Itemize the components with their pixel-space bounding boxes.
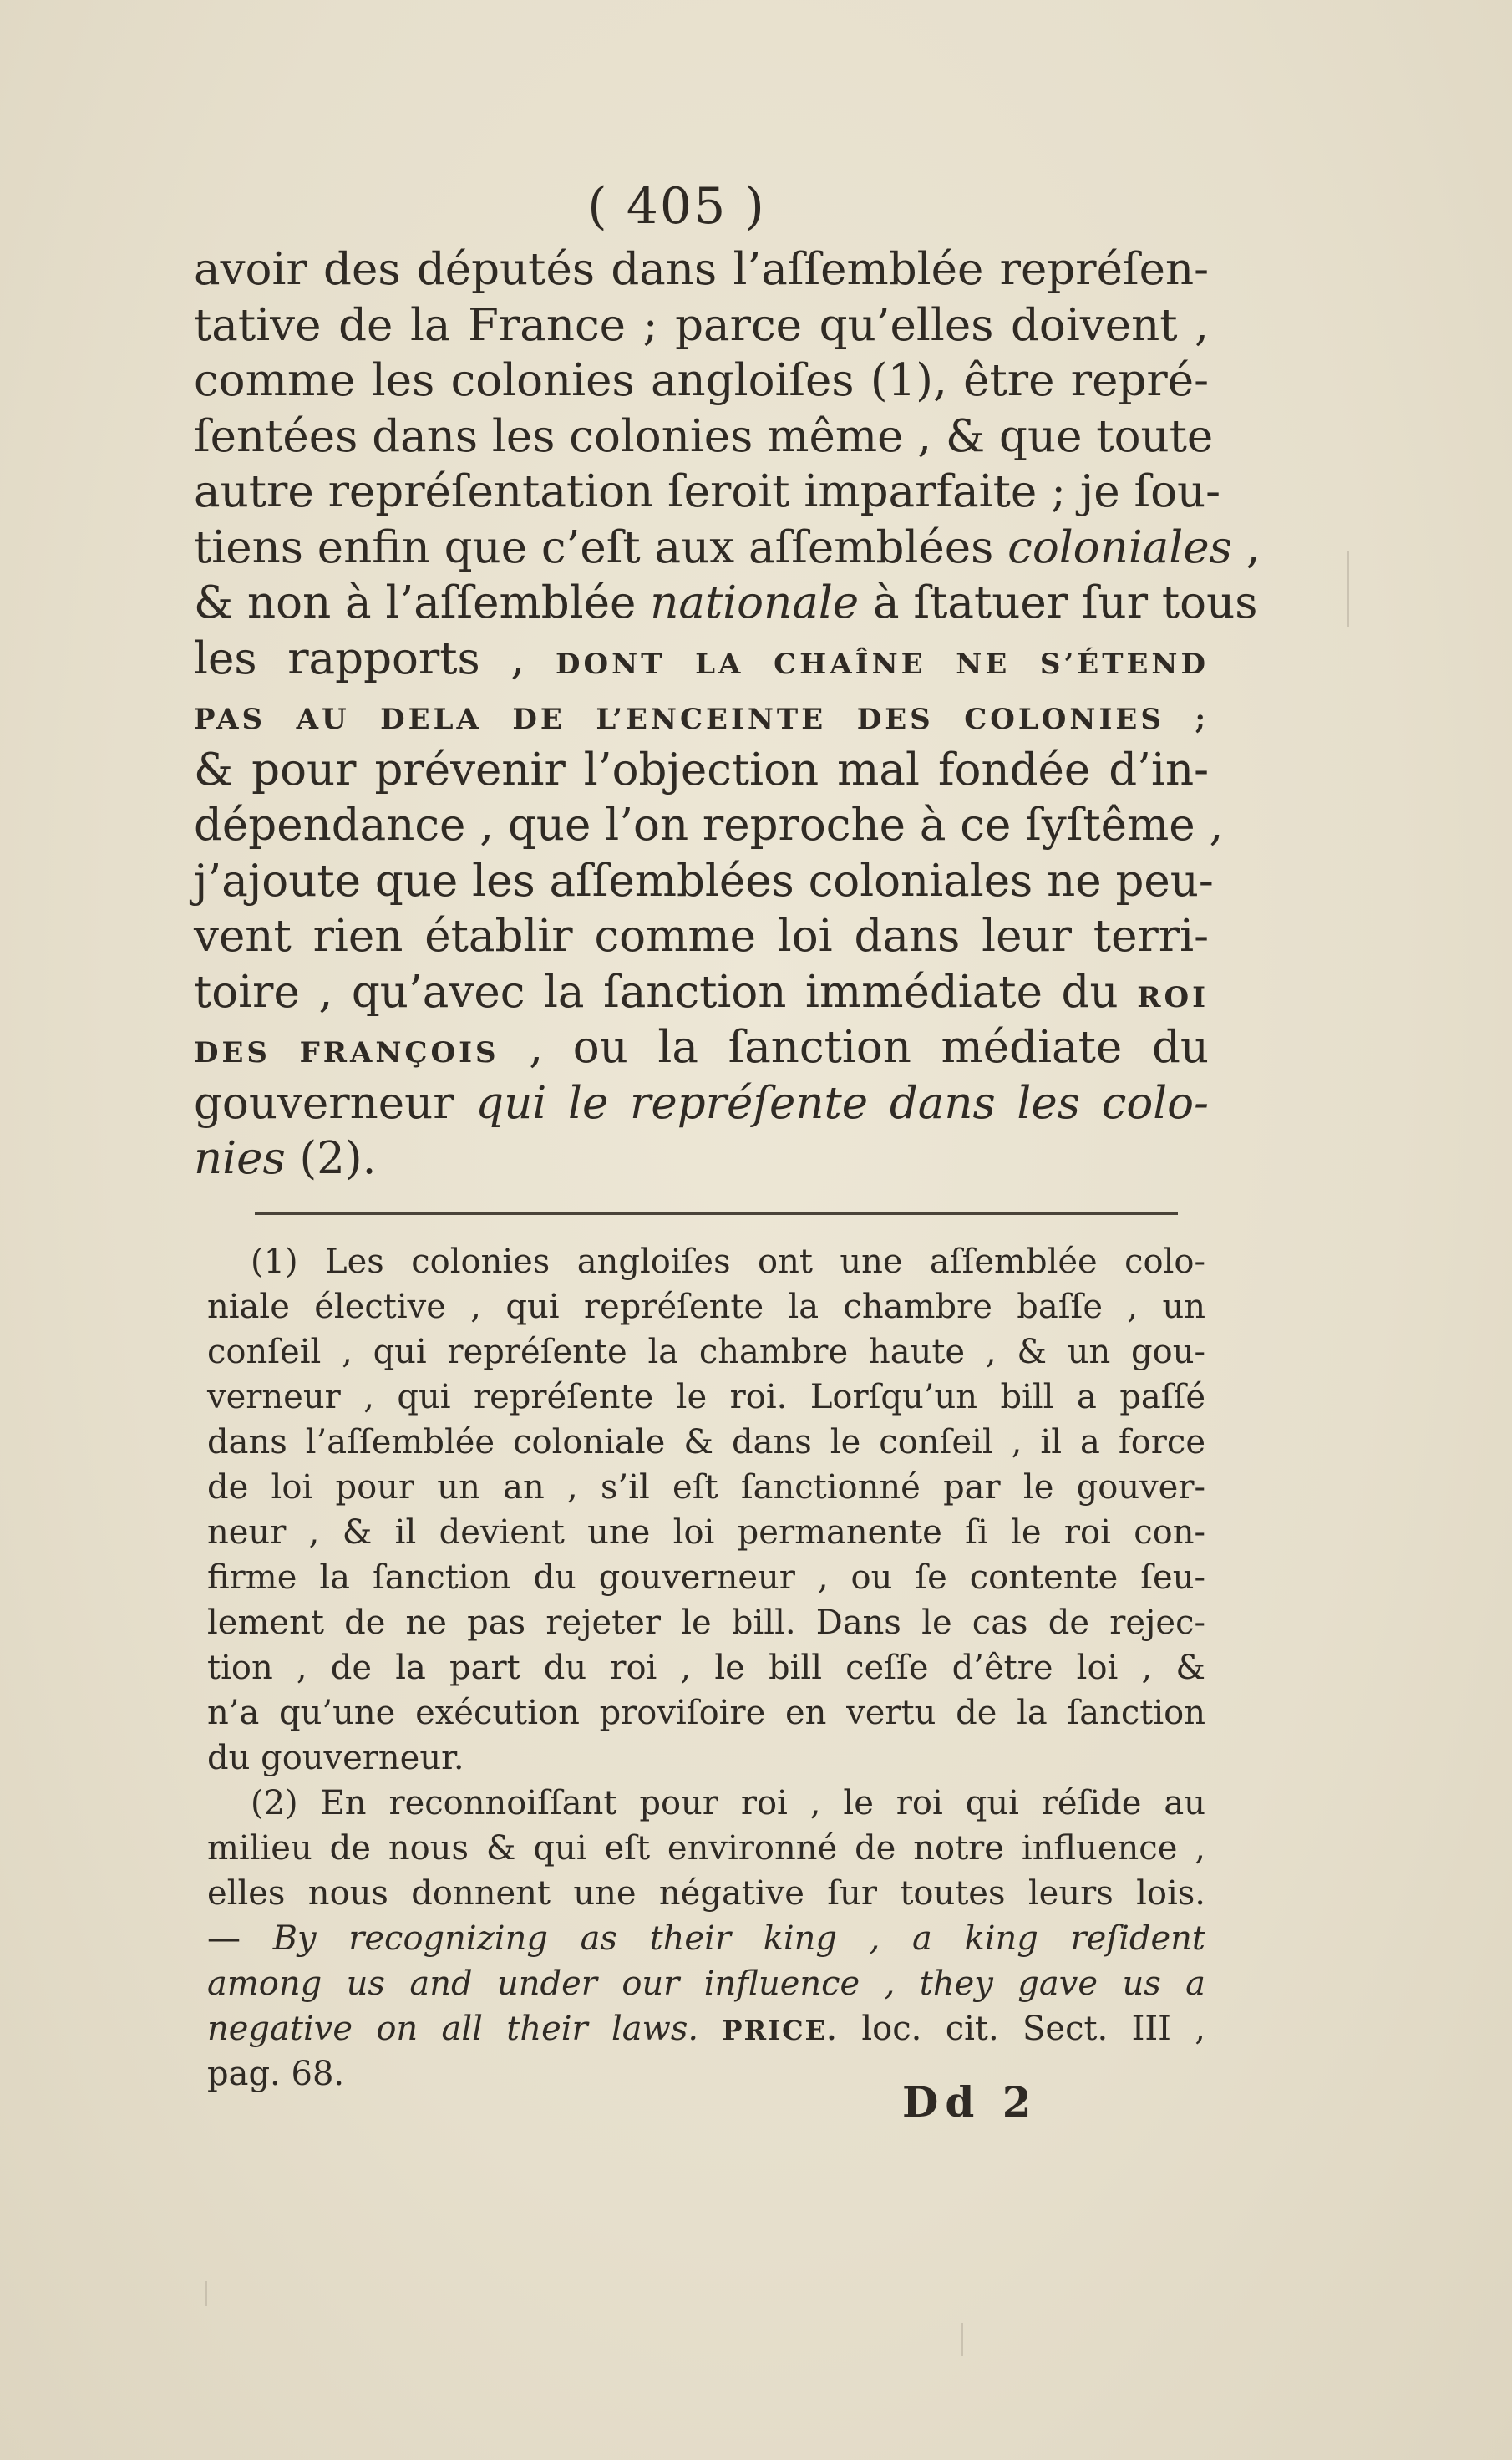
footnote-line xyxy=(207,1781,1205,1826)
footnote-line xyxy=(207,1465,1205,1510)
body-italic: nies xyxy=(194,1133,286,1184)
body-line xyxy=(194,743,1209,799)
body-small-caps: DES FRANÇOIS xyxy=(194,1036,500,1070)
footnote-line xyxy=(207,1329,1205,1375)
signature-mark: Dd 2 xyxy=(902,2077,1038,2127)
footnote-italic: among us and under our influence , they gave us a xyxy=(207,1964,1205,2003)
footnote-line xyxy=(207,2006,1205,2051)
footnote-line xyxy=(207,1284,1205,1329)
body-italic: qui le repréſente dans les colo- xyxy=(475,1077,1209,1129)
body-line xyxy=(194,521,1261,577)
footnote-small-caps: PRICE. xyxy=(722,2015,839,2046)
footnote-line xyxy=(207,1916,1205,1961)
body-text: gouverneur xyxy=(194,1077,476,1129)
paper-blemish xyxy=(205,2281,207,2306)
footnote-text: (2) En reconnoiſſant pour roi , le roi qui réſide au xyxy=(251,1784,1205,1822)
footnote-text: pag. 68. xyxy=(207,2055,345,2093)
body-line xyxy=(194,909,1209,965)
body-line xyxy=(194,242,1209,298)
footnote-line xyxy=(207,1736,1205,1781)
body-italic: coloniales xyxy=(1007,521,1232,573)
footnote-line xyxy=(207,1645,1205,1690)
footnote-text: n’a qu’une exécution proviſoire en vertu de la ſanction xyxy=(207,1694,1205,1732)
footnote-text: lement de ne pas rejeter le bill. Dans le cas de rejec- xyxy=(207,1604,1205,1642)
body-small-caps: ROI xyxy=(1137,980,1209,1014)
main-text xyxy=(194,242,1261,1187)
footnote-text: — xyxy=(207,1919,273,1958)
footnote-text: niale élective , qui repréſente la chambre baſſe , un xyxy=(207,1288,1205,1326)
footnote-text: (1) Les colonies angloiſes ont une aſſemblée colo- xyxy=(251,1243,1205,1281)
body-line xyxy=(194,465,1221,521)
body-text: les rapports , xyxy=(194,633,556,684)
footnote-separator-rule xyxy=(255,1212,1178,1215)
body-line xyxy=(194,576,1258,632)
body-line xyxy=(194,854,1214,910)
footnote-text: loc. cit. Sect. III , xyxy=(838,2010,1206,2048)
body-text: tative de la France ; parce qu’elles doivent , xyxy=(194,299,1209,351)
footnote-text: conſeil , qui repréſente la chambre haute , & un gou- xyxy=(207,1333,1205,1371)
body-line xyxy=(194,1020,1209,1076)
footnote-italic: negative on all their laws. xyxy=(207,2010,699,2048)
footnote-text: neur , & il devient une loi permanente ſi le roi con- xyxy=(207,1513,1205,1552)
body-line xyxy=(194,632,1209,688)
body-text: comme les colonies angloiſes (1), être repré- xyxy=(194,355,1209,406)
paper-blemish xyxy=(961,2323,963,2356)
footnote-text: elles nous donnent une négative ſur toutes leurs lois. xyxy=(207,1874,1205,1913)
body-line xyxy=(194,298,1209,354)
body-text: avoir des députés dans l’aſſemblée repréſen- xyxy=(194,244,1209,295)
body-text: à ſtatuer ſur tous xyxy=(859,577,1258,628)
footnote-line xyxy=(207,1871,1205,1916)
paper-blemish xyxy=(1347,551,1349,627)
body-line xyxy=(194,798,1224,854)
body-line xyxy=(194,687,1209,743)
body-text: j’ajoute que les aſſemblées coloniales ne peu- xyxy=(194,855,1214,907)
body-italic: nationale xyxy=(650,577,860,628)
body-text: ſentées dans les colonies même , & que toute xyxy=(194,410,1214,462)
body-text: & pour prévenir l’objection mal fondée d’in- xyxy=(194,744,1209,795)
footnote-line xyxy=(207,1420,1205,1465)
footnote-text: firme la ſanction du gouverneur , ou ſe contente ſeu- xyxy=(207,1558,1205,1597)
footnote-text: de loi pour un an , s’il eſt ſanctionné par le gouver- xyxy=(207,1468,1205,1507)
footnote-line xyxy=(207,1826,1205,1871)
footnote-line xyxy=(207,1690,1205,1736)
footnote-line xyxy=(207,1555,1205,1600)
body-line xyxy=(194,1131,1209,1187)
body-text: , xyxy=(1231,521,1261,573)
body-text: (2). xyxy=(285,1133,377,1184)
body-text: & non à l’aſſemblée xyxy=(194,577,651,628)
body-small-caps: DONT LA CHAÎNE NE S’ÉTEND xyxy=(555,647,1209,681)
footnote-text: tion , de la part du roi , le bill ceſſe d’être loi , & xyxy=(207,1649,1205,1687)
footnote-text: du gouverneur. xyxy=(207,1739,464,1777)
body-text: , ou la ſanction médiate du xyxy=(499,1022,1210,1073)
footnote-line xyxy=(207,1510,1205,1555)
footnote-text: dans l’aſſemblée coloniale & dans le conſeil , il a force xyxy=(207,1423,1205,1461)
body-line xyxy=(194,1076,1209,1132)
footnotes xyxy=(207,1239,1205,2097)
footnote-line xyxy=(207,1600,1205,1645)
body-text: toire , qu’avec la ſanction immédiate du xyxy=(194,966,1138,1018)
footnote-italic: By recognizing as their king , a king reſident xyxy=(272,1919,1206,1958)
body-small-caps: PAS AU DELA DE L’ENCEINTE DES COLONIES ; xyxy=(194,703,1209,736)
footnote-text: milieu de nous & qui eſt environné de notre influence , xyxy=(207,1829,1205,1868)
footnote-line xyxy=(207,1239,1205,1284)
body-line xyxy=(194,353,1209,409)
body-text: vent rien établir comme loi dans leur terri- xyxy=(194,911,1209,962)
body-text: dépendance , que l’on reproche à ce ſyſtême , xyxy=(194,800,1224,851)
footnote-text: verneur , qui repréſente le roi. Lorſqu’un bill a paſſé xyxy=(207,1378,1205,1416)
footnote-line xyxy=(207,1961,1205,2006)
body-line xyxy=(194,965,1209,1021)
footnote-text xyxy=(698,2010,722,2048)
body-text: tiens enfin que c’eſt aux aſſemblées xyxy=(194,521,1008,573)
body-text: autre repréſentation ſeroit imparfaite ; je ſou- xyxy=(194,466,1221,517)
body-line xyxy=(194,409,1214,465)
page-number: ( 405 ) xyxy=(587,177,766,236)
footnote-line xyxy=(207,2051,1205,2097)
footnote-line xyxy=(207,1375,1205,1420)
